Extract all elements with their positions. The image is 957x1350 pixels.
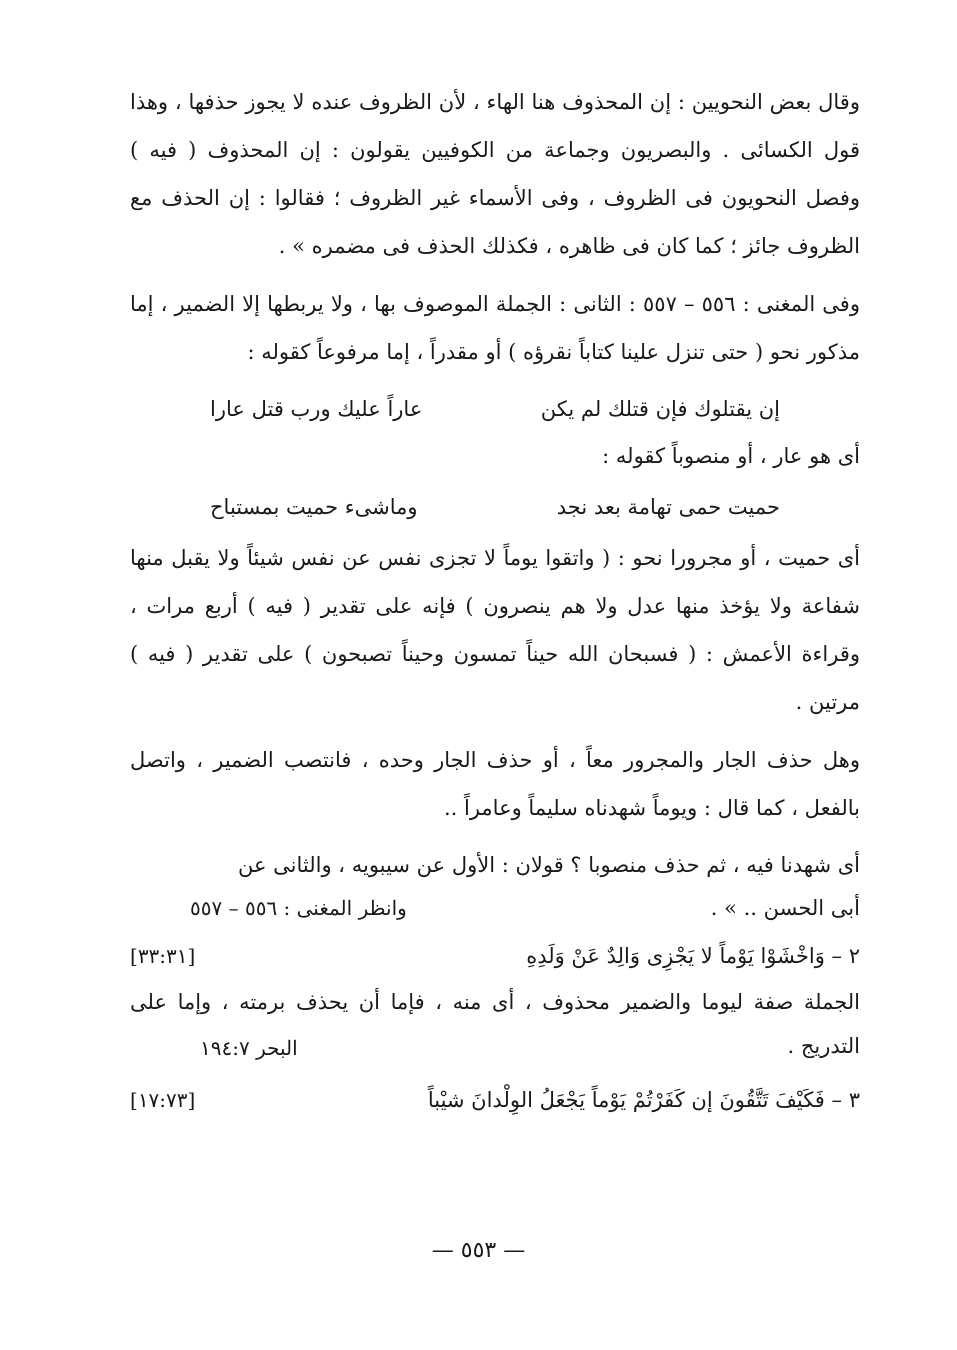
paragraph-5-end-row — [130, 888, 860, 928]
paragraph-4: وهل حذف الجار والمجرور معاً ، أو حذف الجار وحده ، فانتصب الضمير ، واتصل بالفعل ، كما قال : ويوماً شهدناه سليماً وعامراً .. — [130, 748, 860, 820]
verse-1-second-hemistich: عاراً عليك ورب قتل عارا — [210, 397, 423, 421]
entry-2-dash: – — [831, 944, 843, 968]
paragraph-2: وفى المغنى : ٥٥٦ – ٥٥٧ : الثانى : الجملة الموصوف بها ، ولا يربطها إلا الضمير ، إما مذكور نحو ( حتى تنزل علينا كتاباً نقرؤه ) أو مقدراً ، إما مرفوعاً كقوله : — [130, 292, 860, 364]
verse-2-second-hemistich: وماشىء حميت بمستباح — [210, 495, 418, 519]
paragraph-5-end: أبى الحسن .. » . — [710, 896, 860, 920]
entry-3-ayah-line — [428, 1076, 860, 1124]
entry-2-ayah: وَاخْشَوْا يَوْماً لا يَجْزِى وَالِدٌ عَنْ وَلَدِهِ — [526, 944, 825, 968]
entry-2-ayah-line — [526, 932, 860, 980]
paragraph-3: أى حميت ، أو مجرورا نحو : ( واتقوا يوماً لا تجزى نفس عن نفس شيئاً ولا يقبل منها شفاعة ولا يؤخذ منها عدل ولا هم ينصرون ) فإنه على تقدير ( فيه ) أربع مرات ، وقراءة الأعمش : ( فسبحان الله حيناً تمسون وحيناً تصبحون ) على تقدير ( فيه ) مرتين . — [130, 546, 860, 714]
entry-2-ayah-reference: [٣٣:٣١] — [130, 944, 196, 968]
entry-2-ayah-row — [130, 932, 860, 980]
entry-2-number: ٢ — [848, 944, 860, 968]
entry-2-comment-ref-row — [130, 1028, 860, 1068]
entry-3-ayah: فَكَيْفَ تَتَّقُونَ إن كَفَرْتُمْ يَوْماً يَجْعَلُ الوِلْدانَ شيْباً — [427, 1088, 825, 1112]
entry-2-comment-reference: البحر ١٩٤:٧ — [200, 1036, 298, 1060]
entry-2-comment: الجملة صفة ليوما والضمير محذوف ، أى منه ، فإما أن يحذف برمته ، وإما على التدريج . — [130, 990, 860, 1058]
entry-3-ayah-row — [130, 1076, 860, 1124]
entry-3-number: ٣ — [848, 1088, 860, 1112]
verse-1-first-hemistich: إن يقتلوك فإن قتلك لم يكن — [540, 397, 780, 421]
verse-2 — [210, 484, 780, 530]
entry-3-dash: – — [831, 1088, 843, 1112]
verse-1-commentary: أى هو عار ، أو منصوباً كقوله : — [602, 444, 860, 468]
source-reference: وانظر المغنى : ٥٥٦ – ٥٥٧ — [190, 896, 407, 920]
verse-1 — [210, 386, 780, 432]
page-body — [130, 78, 860, 1124]
entry-3-ayah-reference: [١٧:٧٣] — [130, 1088, 196, 1112]
page-number: — ٥٥٣ — — [431, 1238, 526, 1263]
paragraph-1: وقال بعض النحويين : إن المحذوف هنا الهاء ، لأن الظروف عنده لا يجوز حذفها ، وهذا قول الكسائى . والبصريون وجماعة من الكوفيين يقولون : إن المحذوف ( فيه ) وفصل النحويون فى الظروف ، وفى الأسماء غير الظروف ؛ فقالوا : إن الحذف مع الظروف جائز ؛ كما كان فى ظاهره ، فكذلك الحذف فى مضمره » . — [130, 90, 860, 258]
verse-2-first-hemistich: حميت حمى تهامة بعد نجد — [556, 495, 780, 519]
paragraph-5: أى شهدنا فيه ، ثم حذف منصوبا ؟ قولان : الأول عن سيبويه ، والثانى عن — [237, 853, 860, 877]
